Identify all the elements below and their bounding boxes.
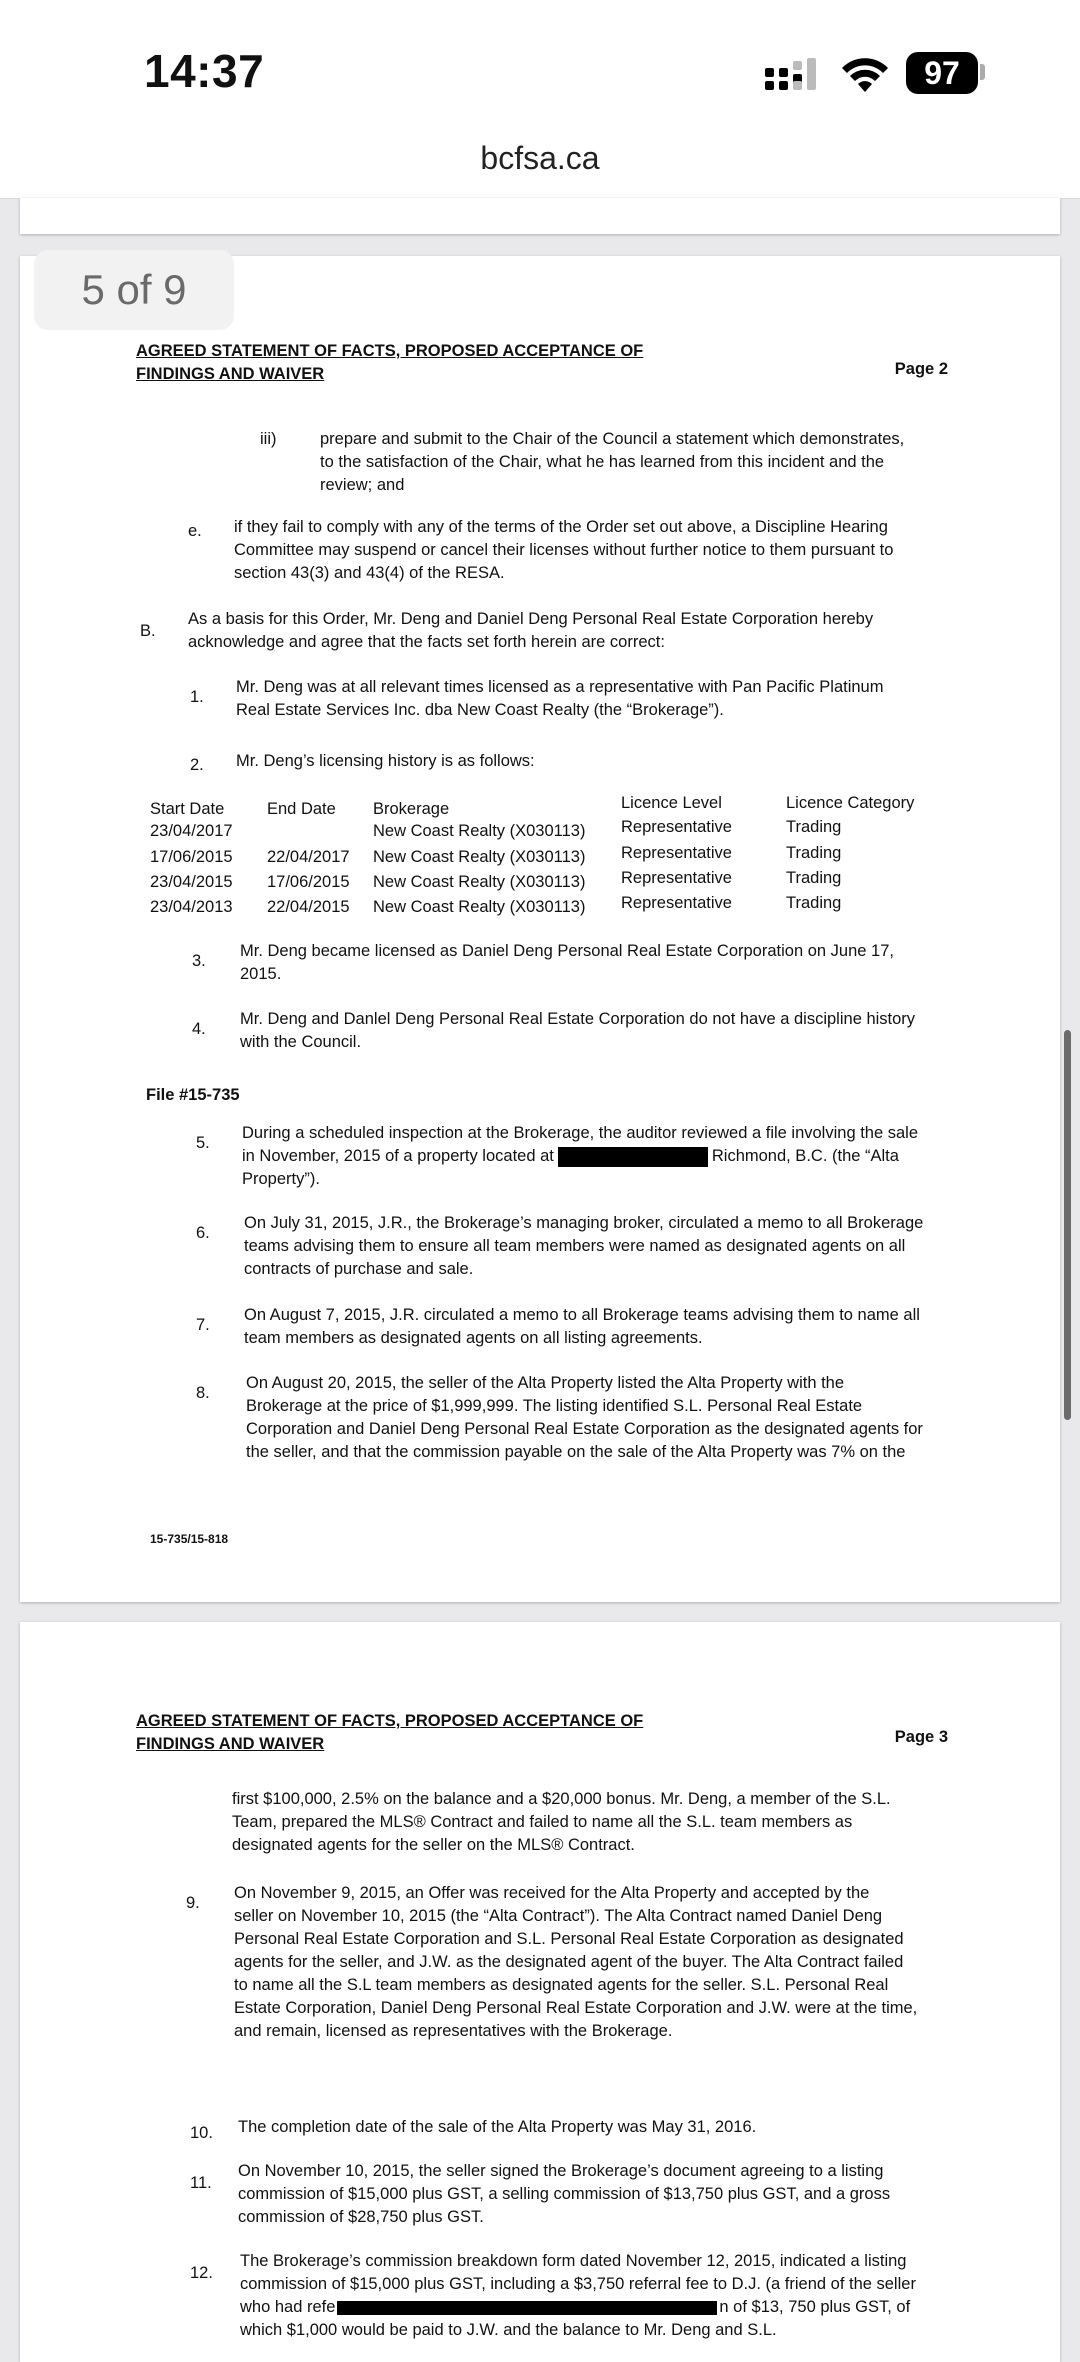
file-heading: File #15-735 — [146, 1086, 240, 1104]
table-cell: 22/04/2015 — [267, 898, 350, 916]
item-10-text: The completion date of the sale of the Alta Property was May 31, 2016. — [238, 2118, 757, 2136]
scrollbar-thumb[interactable] — [1064, 1030, 1071, 1420]
item-12-number: 12. — [190, 2264, 213, 2282]
page-2-title: AGREED STATEMENT OF FACTS, PROPOSED ACCEPTANCE OF FINDINGS AND WAIVER — [136, 342, 644, 383]
table-cell: New Coast Realty (X030113) — [373, 848, 586, 866]
item-9-text: On November 9, 2015, an Offer was received for the Alta Property and accepted by the seller on November 10, 2015 (the “Alta Contract”). The Alta Contract named Daniel Deng Personal Real Estate Corporation and S.L. Personal Real Estate Corporation as designated agents for the seller, and J.W. as the designated agent of the buyer. The Alta Contract failed to name all the S.L team members as designated agents for the seller. S.L. Personal Real Estate Corporation, Daniel Deng Personal Real Estate Corporation and J.W. were at the time, and remain, licensed as representatives with the Brokerage. — [234, 1884, 918, 2040]
redaction-bar — [337, 2301, 717, 2315]
item-4-number: 4. — [192, 1020, 206, 1038]
page-3-continuation: first $100,000, 2.5% on the balance and a $20,000 bonus. Mr. Deng, a member of the S.L. Team, prepared the MLS® Contract and failed to name all the S.L. team members as designated agents for the seller on the MLS® Contract. — [232, 1790, 891, 1854]
item-11-number: 11. — [190, 2174, 212, 2192]
status-time: 14:37 — [144, 45, 265, 97]
table-header: Start Date — [150, 800, 225, 818]
document-page-3 — [20, 1622, 1060, 2362]
page-2-footer: 15-735/15-818 — [150, 1532, 229, 1546]
document-page-2 — [20, 256, 1060, 1602]
item-1-number: 1. — [190, 688, 204, 706]
item-iii-text: prepare and submit to the Chair of the Council a statement which demonstrates, to the satisfaction of the Chair, what he has learned from this incident and the review; and — [320, 430, 905, 494]
item-b-number: B. — [140, 622, 156, 640]
page-3-label: Page 3 — [894, 1728, 948, 1746]
table-cell: Trading — [786, 818, 842, 836]
table-cell: New Coast Realty (X030113) — [373, 822, 586, 840]
item-b-text: As a basis for this Order, Mr. Deng and Daniel Deng Personal Real Estate Corporation hereby acknowledge and agree that the facts set forth herein are correct: — [188, 610, 874, 651]
redaction-bar — [558, 1147, 708, 1167]
page-3-title: AGREED STATEMENT OF FACTS, PROPOSED ACCEPTANCE OF FINDINGS AND WAIVER — [136, 1712, 644, 1753]
battery-tip — [980, 64, 985, 80]
item-5-text: During a scheduled inspection at the Brokerage, the auditor reviewed a file involving the sale in November, 2015 of a property located at Richmond, B.C. (the “Alta Property”). — [242, 1124, 918, 1188]
table-cell: 17/06/2015 — [267, 873, 350, 891]
item-2-number: 2. — [190, 756, 204, 774]
item-7-number: 7. — [196, 1316, 210, 1334]
item-6-number: 6. — [196, 1224, 210, 1242]
cellular-signal-icon — [765, 58, 825, 92]
item-2-text: Mr. Deng’s licensing history is as follows: — [236, 752, 535, 770]
url-label[interactable]: bcfsa.ca — [480, 140, 600, 176]
item-4-text: Mr. Deng and Danlel Deng Personal Real Estate Corporation do not have a discipline history with the Council. — [240, 1010, 916, 1051]
table-cell: Representative — [621, 869, 732, 887]
table-cell: 17/06/2015 — [150, 848, 233, 866]
table-cell: 23/04/2013 — [150, 898, 233, 916]
item-9-number: 9. — [186, 1894, 200, 1912]
table-cell: Trading — [786, 894, 842, 912]
table-cell: Trading — [786, 844, 842, 862]
table-cell: Representative — [621, 818, 732, 836]
page-2-label: Page 2 — [894, 360, 948, 378]
item-8-number: 8. — [196, 1384, 210, 1402]
table-cell: 23/04/2017 — [150, 822, 233, 840]
battery-indicator: 97 — [906, 52, 978, 94]
table-cell: 22/04/2017 — [267, 848, 350, 866]
item-3-text: Mr. Deng became licensed as Daniel Deng Personal Real Estate Corporation on June 17, 2015. — [240, 942, 894, 983]
item-8-text: On August 20, 2015, the seller of the Alta Property listed the Alta Property with the Brokerage at the price of $1,999,999. The listing identified S.L. Personal Real Estate Corporation and Daniel Deng Personal Real Estate Corporation as the designated agents for the seller, and that the commission payable on the sale of the Alta Property was 7% on the — [246, 1374, 923, 1461]
table-header: Licence Category — [786, 794, 915, 812]
item-10-number: 10. — [190, 2124, 213, 2142]
item-6-text: On July 31, 2015, J.R., the Brokerage’s managing broker, circulated a memo to all Brokerage teams advising them to ensure all team members were named as designated agents on all contracts of purchase and sale. — [244, 1214, 924, 1278]
table-header: Brokerage — [373, 800, 450, 818]
item-11-text: On November 10, 2015, the seller signed the Brokerage’s document agreeing to a listing commission of $15,000 plus GST, a selling commission of $13,750 plus GST, and a gross commission of $28,750 plus GST. — [238, 2162, 891, 2226]
table-cell: Trading — [786, 869, 842, 887]
table-header: End Date — [267, 800, 336, 818]
item-12-text: The Brokerage’s commission breakdown form dated November 12, 2015, indicated a listing commission of $15,000 plus GST, including a $3,750 referral fee to D.J. (a friend of the seller who had refe n of $13, 750 plus GST, of which $1,000 would be paid to J.W. and the balance to Mr. Deng and S.L. — [240, 2252, 916, 2339]
item-5-number: 5. — [196, 1134, 210, 1152]
table-cell: New Coast Realty (X030113) — [373, 873, 586, 891]
table-header: Licence Level — [621, 794, 722, 812]
item-e-text: if they fail to comply with any of the terms of the Order set out above, a Discipline Hearing Committee may suspend or cancel their licenses without further notice to them pursuant to section 43(3) and 43(4) of the RESA. — [234, 518, 894, 582]
wifi-icon — [840, 54, 890, 94]
item-1-text: Mr. Deng was at all relevant times licensed as a representative with Pan Pacific Platinum Real Estate Services Inc. dba New Coast Realty (the “Brokerage”). — [236, 678, 884, 719]
table-cell: 23/04/2015 — [150, 873, 233, 891]
licensing-history-table — [150, 794, 970, 928]
previous-page-edge — [20, 198, 1060, 234]
item-iii-number: iii) — [260, 430, 277, 448]
table-cell: Representative — [621, 894, 732, 912]
table-cell: New Coast Realty (X030113) — [373, 898, 586, 916]
item-3-number: 3. — [192, 952, 206, 970]
page-indicator: 5 of 9 — [34, 250, 234, 330]
table-cell: Representative — [621, 844, 732, 862]
item-e-number: e. — [188, 522, 202, 540]
item-7-text: On August 7, 2015, J.R. circulated a memo to all Brokerage teams advising them to name all team members as designated agents on all listing agreements. — [244, 1306, 920, 1347]
status-bar — [0, 0, 1080, 140]
